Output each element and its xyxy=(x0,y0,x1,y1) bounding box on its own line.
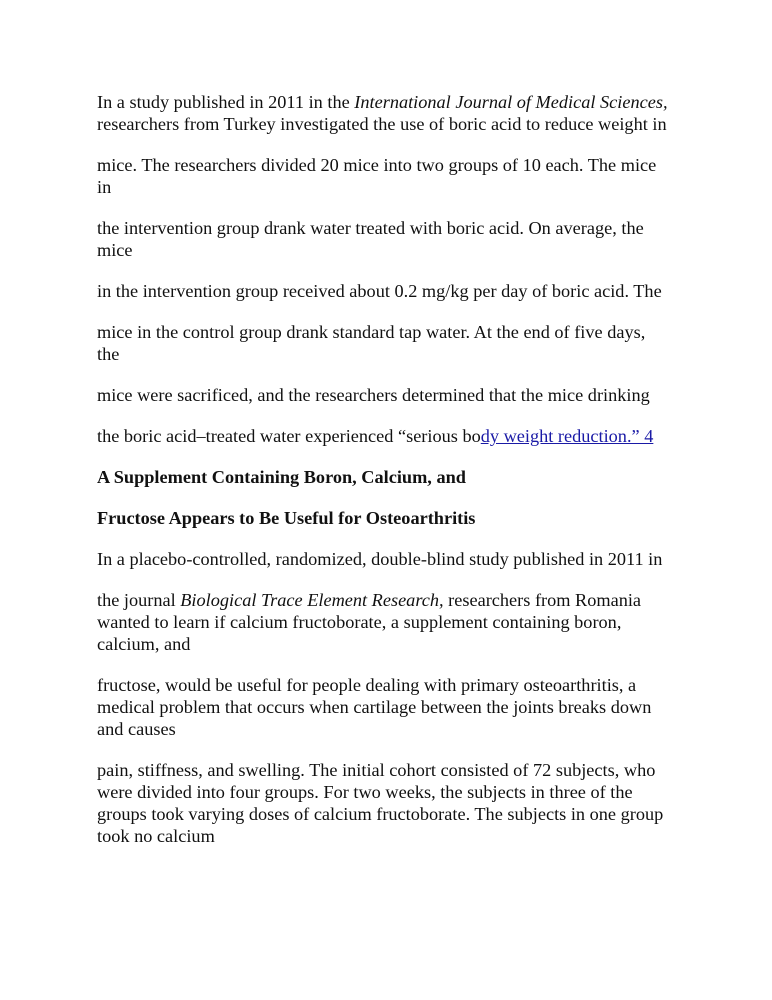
paragraph: fructose, would be useful for people dealing with primary osteoarthritis, a medical problem that occurs when cartilage between the joints breaks down and causes xyxy=(97,675,652,739)
paragraph: In a placebo-controlled, randomized, double-blind study published in 2011 in xyxy=(97,549,663,569)
journal-title: Biological Trace Element Research, xyxy=(180,590,444,610)
section-heading-line-2: Fructose Appears to Be Useful for Osteoarthritis xyxy=(97,508,476,528)
section-heading-line-1: A Supplement Containing Boron, Calcium, and xyxy=(97,467,466,487)
paragraph-text: the journal xyxy=(97,590,181,610)
paragraph: mice in the control group drank standard tap water. At the end of five days, the xyxy=(97,322,646,364)
paragraph-text: researchers from Romania wanted to learn if calcium fructoborate, a supplement containing boron, calcium, and xyxy=(97,590,642,654)
paragraph: mice were sacrificed, and the researchers determined that the mice drinking xyxy=(97,385,650,405)
paragraph: pain, stiffness, and swelling. The initial cohort consisted of 72 subjects, who were divided into four groups. For two weeks, the subjects in three of the groups took varying doses of calcium fructoborate. The subjects in one group took no calcium xyxy=(97,760,664,846)
paragraph-text: researchers from Turkey investigated the use of boric acid to reduce weight in xyxy=(97,114,667,134)
paragraph-text: the boric acid–treated water experienced “serious bo xyxy=(97,426,481,446)
paragraph-text: In a study published in 2011 in the xyxy=(97,92,355,112)
paragraph: mice. The researchers divided 20 mice into two groups of 10 each. The mice in xyxy=(97,155,657,197)
paragraph-journal xyxy=(97,589,672,655)
paragraph-with-link xyxy=(97,425,672,447)
journal-title: International Journal of Medical Sciences, xyxy=(354,92,668,112)
paragraph: in the intervention group received about 0.2 mg/kg per day of boric acid. The xyxy=(97,281,662,301)
paragraph-study-intro xyxy=(97,91,672,135)
paragraph: the intervention group drank water treated with boric acid. On average, the mice xyxy=(97,218,644,260)
footnote-link[interactable]: dy weight reduction.” 4 xyxy=(480,426,654,446)
